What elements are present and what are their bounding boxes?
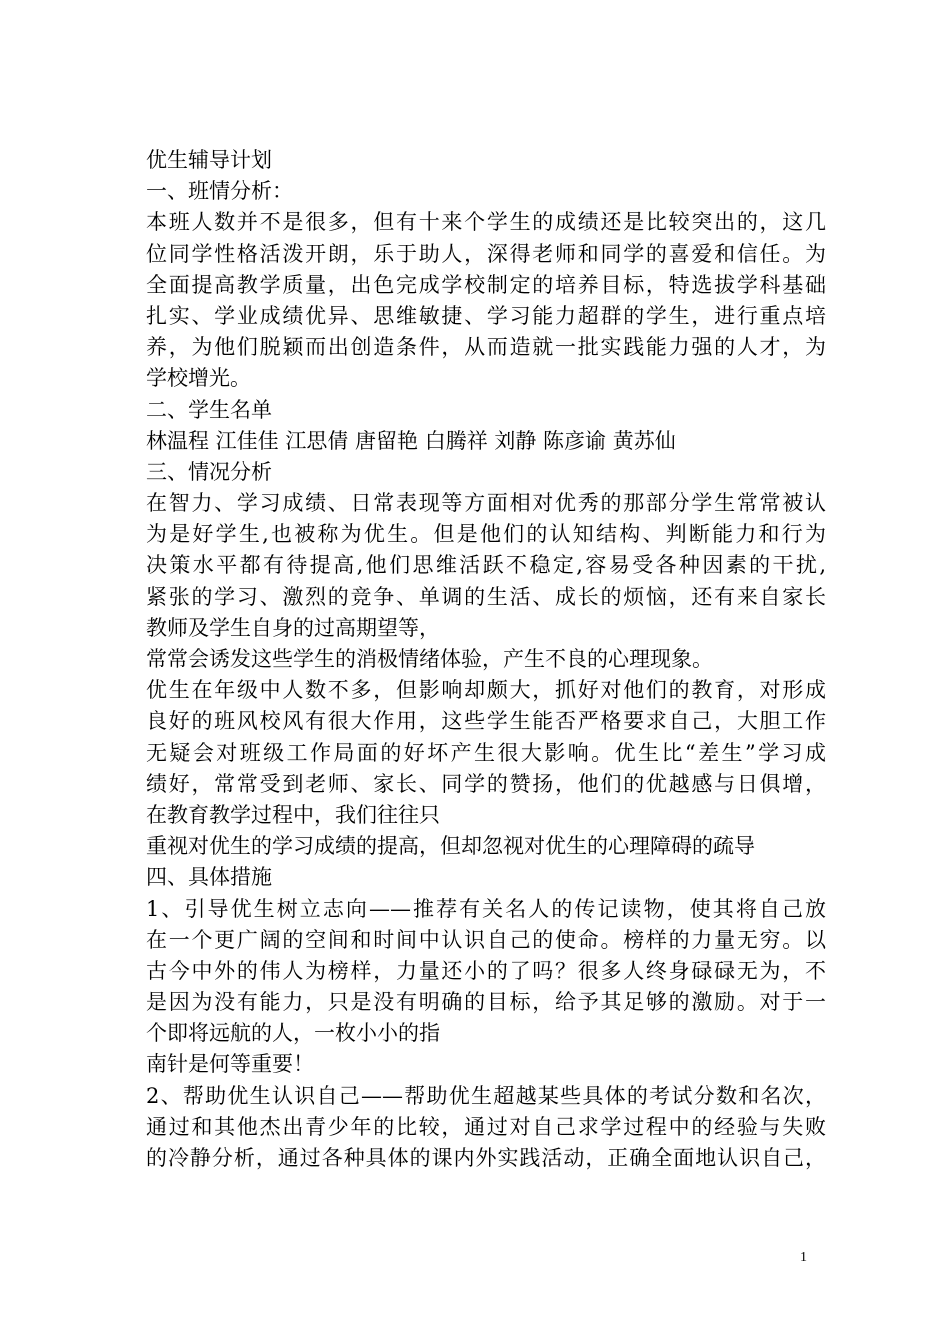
text-line: 学校增光。 [146,366,251,391]
text-line: 良好的班风校风有很大作用，这些学生能否严格要求自己，大胆工作 [146,709,826,734]
text-line: 通过和其他杰出青少年的比较，通过对自己求学过程中的经验与失败 [146,1114,826,1139]
text-line: 紧张的学习、激烈的竞争、单调的生活、成长的烦恼，还有来自家长 [146,584,826,609]
text-line: 个即将远航的人，一枚小小的指 [146,1021,440,1046]
text-line: 重视对优生的学习成绩的提高，但却忽视对优生的心理障碍的疏导 [146,834,755,859]
text-line: 教师及学生自身的过高期望等， [146,615,440,640]
text-line: 位同学性格活泼开朗，乐于助人，深得老师和同学的喜爱和信任。为 [146,241,826,266]
text-line: 1、引导优生树立志向——推荐有关名人的传记读物，使其将自己放 [146,896,826,921]
text-line: 一、班情分析： [146,179,293,204]
text-line: 南针是何等重要！ [146,1052,314,1077]
text-line: 优生辅导计划 [146,148,272,172]
text-line: 在智力、学习成绩、日常表现等方面相对优秀的那部分学生常常被认 [146,491,826,516]
text-line: 本班人数并不是很多，但有十来个学生的成绩还是比较突出的，这几 [146,210,826,235]
text-line: 2、帮助优生认识自己——帮助优生超越某些具体的考试分数和名次， [146,1083,826,1108]
text-line: 在教育教学过程中，我们往往只 [146,802,440,827]
text-line: 林温程 江佳佳 江思倩 唐留艳 白腾祥 刘静 陈彦谕 黄苏仙 [146,428,676,453]
text-line: 古今中外的伟人为榜样，力量还小的了吗？很多人终身碌碌无为，不 [146,958,826,983]
text-line: 养，为他们脱颖而出创造条件，从而造就一批实践能力强的人才，为 [146,335,826,360]
text-line: 无疑会对班级工作局面的好坏产生很大影响。优生比“差生”学习成 [146,740,826,765]
text-line: 在一个更广阔的空间和时间中认识自己的使命。榜样的力量无穷。以 [146,927,826,952]
text-line: 三、情况分析 [146,459,272,484]
text-line: 优生在年级中人数不多，但影响却颇大，抓好对他们的教育，对形成 [146,678,826,703]
text-line: 决策水平都有待提高,他们思维活跃不稳定,容易受各种因素的干扰, [146,553,826,578]
text-line: 是因为没有能力，只是没有明确的目标，给予其足够的激励。对于一 [146,990,826,1015]
page-number: 1 [800,1250,807,1265]
text-line: 为是好学生,也被称为优生。但是他们的认知结构、判断能力和行为 [146,522,826,547]
text-line: 四、具体措施 [146,865,272,890]
text-line: 全面提高教学质量，出色完成学校制定的培养目标，特选拔学科基础 [146,272,826,297]
text-line: 二、学生名单 [146,397,272,422]
text-line: 的冷静分析，通过各种具体的课内外实践活动，正确全面地认识自己， [146,1146,826,1170]
document-body [146,145,826,1174]
text-line: 扎实、学业成绩优异、思维敏捷、学习能力超群的学生，进行重点培 [146,303,826,328]
text-line: 常常会诱发这些学生的消极情绪体验，产生不良的心理现象。 [146,647,713,671]
text-line: 绩好，常常受到老师、家长、同学的赞扬，他们的优越感与日俱增， [146,771,826,796]
